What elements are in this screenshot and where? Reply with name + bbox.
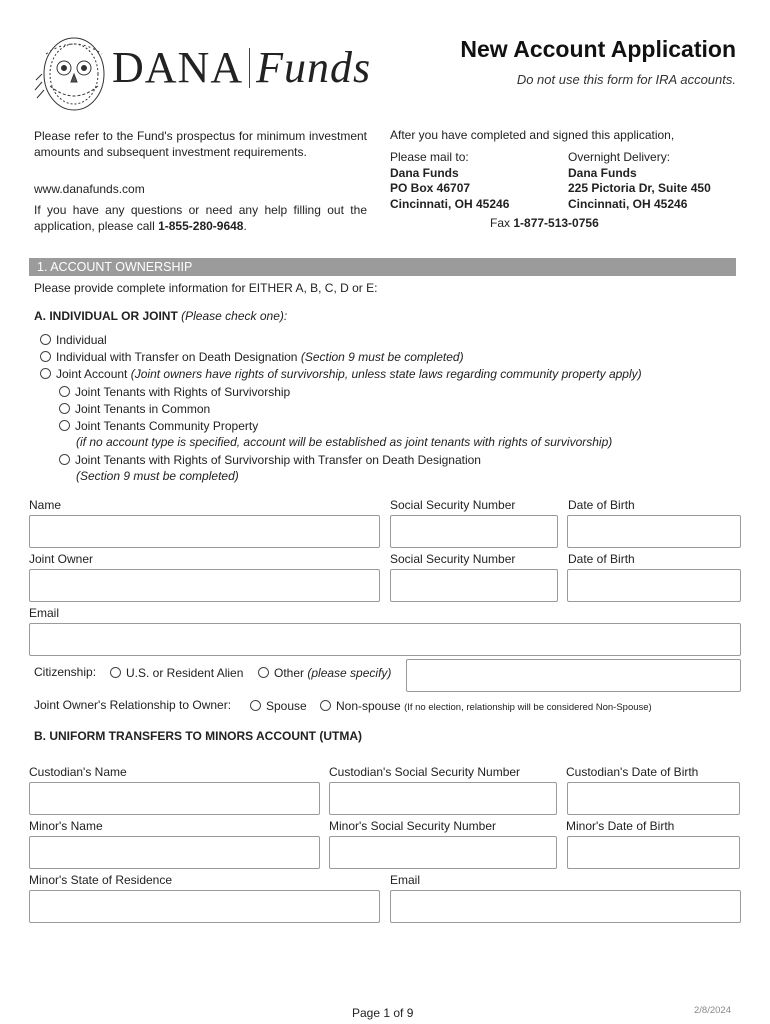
email-field[interactable] bbox=[29, 623, 741, 656]
joint-owner-field[interactable] bbox=[29, 569, 380, 602]
radio-joint-account[interactable] bbox=[40, 368, 51, 379]
overnight-line: 225 Pictoria Dr, Suite 450 bbox=[568, 181, 711, 195]
part-b-heading: B. UNIFORM TRANSFERS TO MINORS ACCOUNT (UTMA) bbox=[34, 729, 362, 743]
page-number: Page 1 of 9 bbox=[352, 1006, 414, 1020]
ssn-field[interactable] bbox=[390, 515, 558, 548]
custodian-dob-field[interactable] bbox=[567, 782, 740, 815]
help-suffix: . bbox=[243, 219, 247, 233]
brand-divider bbox=[249, 48, 250, 88]
relationship-label: Joint Owner's Relationship to Owner: bbox=[34, 698, 232, 712]
part-a-note: (Please check one): bbox=[181, 309, 288, 323]
dob-field[interactable] bbox=[567, 515, 741, 548]
option-tenants-in-common[interactable] bbox=[59, 402, 210, 417]
ssn-label: Social Security Number bbox=[390, 498, 516, 512]
radio-citizenship-other[interactable] bbox=[258, 667, 269, 678]
radio-spouse[interactable] bbox=[250, 700, 261, 711]
citizenship-other-field[interactable] bbox=[406, 659, 741, 692]
joint-owner-label: Joint Owner bbox=[29, 552, 94, 566]
custodian-name-field[interactable] bbox=[29, 782, 320, 815]
option-jtwros-tod[interactable] bbox=[59, 453, 481, 468]
joint-ssn-field[interactable] bbox=[390, 569, 558, 602]
overnight-line: Dana Funds bbox=[568, 165, 637, 180]
option-label: Joint Tenants in Common bbox=[75, 402, 211, 416]
option-label: Joint Account bbox=[56, 367, 128, 381]
radio-individual-tod[interactable] bbox=[40, 351, 51, 362]
citizenship-us-option[interactable] bbox=[110, 666, 243, 681]
mail-label: Please mail to: bbox=[390, 150, 469, 164]
overnight-block bbox=[568, 150, 711, 212]
custodian-name-label: Custodian's Name bbox=[29, 765, 127, 779]
prospectus-note: Please refer to the Fund's prospectus for minimum investment amounts and subsequent investment requirements. bbox=[34, 129, 367, 159]
relationship-note: (If no election, relationship will be considered Non-Spouse) bbox=[404, 702, 652, 713]
part-a-heading bbox=[34, 309, 287, 324]
joint-ssn-label: Social Security Number bbox=[390, 552, 516, 566]
minor-name-field[interactable] bbox=[29, 836, 320, 869]
section-header-account-ownership: 1. ACCOUNT OWNERSHIP bbox=[29, 258, 736, 276]
mailing-intro: After you have completed and signed this application, bbox=[390, 128, 675, 142]
option-label: Joint Tenants Community Property bbox=[75, 419, 259, 433]
mail-line: Cincinnati, OH 45246 bbox=[390, 196, 510, 211]
radio-individual[interactable] bbox=[40, 334, 51, 345]
name-field[interactable] bbox=[29, 515, 380, 548]
relationship-spouse-option[interactable] bbox=[250, 699, 307, 714]
joint-dob-label: Date of Birth bbox=[568, 552, 635, 566]
option-jtwros[interactable] bbox=[59, 385, 290, 400]
radio-nonspouse[interactable] bbox=[320, 700, 331, 711]
option-label: Joint Tenants with Rights of Survivorship bbox=[75, 385, 291, 399]
minor-name-label: Minor's Name bbox=[29, 819, 103, 833]
brand-funds: Funds bbox=[256, 43, 372, 92]
brand-wordmark bbox=[112, 40, 371, 96]
option-label: U.S. or Resident Alien bbox=[126, 666, 244, 680]
help-note bbox=[34, 202, 367, 234]
part-a-title: A. INDIVIDUAL OR JOINT bbox=[34, 309, 178, 323]
jtwros-tod-note: (Section 9 must be completed) bbox=[76, 469, 239, 483]
community-note: (if no account type is specified, account will be established as joint tenants with rights of survivorship) bbox=[76, 435, 613, 449]
custodian-ssn-field[interactable] bbox=[329, 782, 557, 815]
section-instruction: Please provide complete information for EITHER A, B, C, D or E: bbox=[34, 281, 378, 295]
overnight-line: Cincinnati, OH 45246 bbox=[568, 196, 688, 211]
help-phone: 1-855-280-9648 bbox=[158, 219, 244, 233]
joint-dob-field[interactable] bbox=[567, 569, 741, 602]
mail-to-block bbox=[390, 150, 509, 212]
fax-line bbox=[490, 216, 599, 231]
utma-email-field[interactable] bbox=[390, 890, 741, 923]
owl-logo-icon bbox=[34, 34, 108, 114]
utma-email-label: Email bbox=[390, 873, 421, 887]
custodian-dob-label: Custodian's Date of Birth bbox=[566, 765, 699, 779]
option-note: (Joint owners have rights of survivorship, unless state laws regarding community property apply) bbox=[130, 367, 642, 381]
citizenship-other-option[interactable] bbox=[258, 666, 391, 681]
option-individual[interactable] bbox=[40, 333, 107, 348]
email-label: Email bbox=[29, 606, 60, 620]
name-label: Name bbox=[29, 498, 62, 512]
brand-name: DANA bbox=[112, 43, 244, 92]
radio-jtwros[interactable] bbox=[59, 386, 70, 397]
radio-community-property[interactable] bbox=[59, 420, 70, 431]
minor-dob-field[interactable] bbox=[567, 836, 740, 869]
option-label: Joint Tenants with Rights of Survivorship with Transfer on Death Designation bbox=[75, 453, 481, 467]
page-title: New Account Application bbox=[460, 36, 736, 62]
help-text: If you have any questions or need any help filling out the application, please call bbox=[34, 203, 367, 233]
mail-line: Dana Funds bbox=[390, 165, 459, 180]
citizenship-label: Citizenship: bbox=[34, 665, 97, 679]
radio-jtwros-tod[interactable] bbox=[59, 454, 70, 465]
radio-citizenship-us[interactable] bbox=[110, 667, 121, 678]
option-label: Spouse bbox=[266, 699, 307, 713]
website-text: www.danafunds.com bbox=[34, 182, 145, 196]
custodian-ssn-label: Custodian's Social Security Number bbox=[329, 765, 521, 779]
relationship-nonspouse-option[interactable] bbox=[320, 699, 652, 715]
minor-ssn-label: Minor's Social Security Number bbox=[329, 819, 497, 833]
minor-ssn-field[interactable] bbox=[329, 836, 557, 869]
page-subtitle: Do not use this form for IRA accounts. bbox=[516, 72, 736, 87]
option-label: Non-spouse bbox=[336, 699, 401, 713]
overnight-label: Overnight Delivery: bbox=[568, 150, 671, 164]
option-label: Individual with Transfer on Death Designation bbox=[56, 350, 298, 364]
minor-dob-label: Minor's Date of Birth bbox=[566, 819, 675, 833]
fax-number: 1-877-513-0756 bbox=[513, 216, 599, 230]
minor-state-label: Minor's State of Residence bbox=[29, 873, 173, 887]
option-note: (please specify) bbox=[307, 666, 392, 680]
fax-label: Fax bbox=[490, 216, 514, 230]
option-note: (Section 9 must be completed) bbox=[300, 350, 464, 364]
form-date: 2/8/2024 bbox=[694, 1005, 731, 1016]
option-community-property[interactable] bbox=[59, 419, 258, 434]
option-individual-tod[interactable] bbox=[40, 350, 464, 365]
mail-line: PO Box 46707 bbox=[390, 181, 471, 195]
option-joint-account[interactable] bbox=[40, 367, 642, 382]
option-label: Individual bbox=[56, 333, 107, 347]
dob-label: Date of Birth bbox=[568, 498, 635, 512]
option-label: Other bbox=[274, 666, 305, 680]
minor-state-field[interactable] bbox=[29, 890, 380, 923]
radio-tenants-in-common[interactable] bbox=[59, 403, 70, 414]
